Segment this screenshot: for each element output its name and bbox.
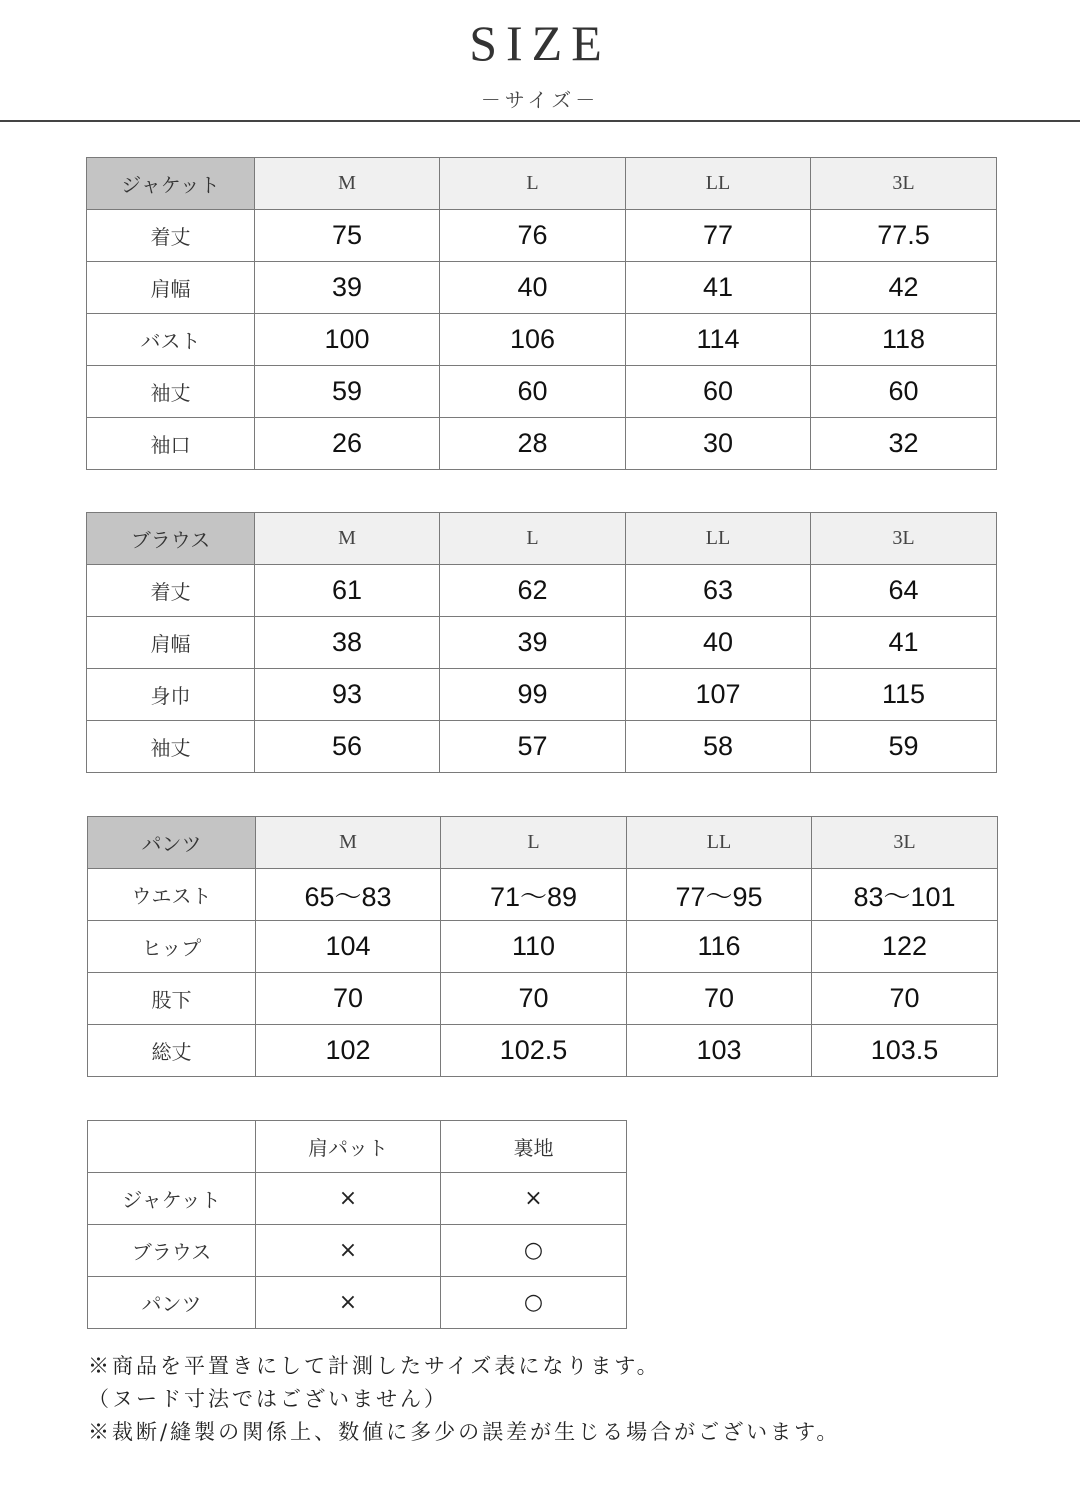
table-cell: 122	[812, 921, 998, 973]
table-header-row	[88, 1121, 627, 1173]
table-cell: 70	[812, 973, 998, 1025]
table-cell: 60	[811, 366, 997, 418]
table-row	[88, 1025, 998, 1077]
page-title: SIZE	[469, 15, 611, 71]
table-cell: 75	[255, 210, 440, 262]
row-label: ウエスト	[88, 869, 256, 921]
lining-header: 裏地	[441, 1121, 627, 1173]
table-row	[87, 210, 997, 262]
table-cell: 30	[626, 418, 811, 470]
row-label: ヒップ	[88, 921, 256, 973]
table-cell: 116	[627, 921, 812, 973]
size-header-l: L	[440, 158, 626, 210]
row-label: 総丈	[88, 1025, 256, 1077]
note-line: ※商品を平置きにして計測したサイズ表になります。	[88, 1354, 661, 1378]
table-cell: 61	[255, 565, 440, 617]
shoulder-pad-header: 肩パット	[256, 1121, 441, 1173]
table-row	[87, 565, 997, 617]
table-cell: 39	[440, 617, 626, 669]
size-header-ll: LL	[627, 817, 812, 869]
table-cell: 106	[440, 314, 626, 366]
table-cell: 114	[626, 314, 811, 366]
table-row	[87, 721, 997, 773]
row-label: 肩幅	[87, 617, 255, 669]
table-row	[87, 366, 997, 418]
table-row	[88, 1225, 627, 1277]
header-divider	[0, 120, 1080, 122]
table-cell: 59	[255, 366, 440, 418]
row-label: 袖丈	[87, 721, 255, 773]
row-label: 肩幅	[87, 262, 255, 314]
pants-category-label: パンツ	[88, 817, 256, 869]
table-header-row	[87, 513, 997, 565]
table-cell: 103.5	[812, 1025, 998, 1077]
size-header-l: L	[440, 513, 626, 565]
table-cell: 41	[626, 262, 811, 314]
table-row	[88, 973, 998, 1025]
row-label: 着丈	[87, 210, 255, 262]
table-cell: 104	[256, 921, 441, 973]
size-header-3l: 3L	[812, 817, 998, 869]
table-cell: 40	[440, 262, 626, 314]
note-line: ※裁断/縫製の関係上、数値に多少の誤差が生じる場合がございます。	[88, 1420, 841, 1444]
cross-mark: ×	[256, 1173, 441, 1225]
table-cell: 41	[811, 617, 997, 669]
row-label: 袖口	[87, 418, 255, 470]
size-header-l: L	[441, 817, 627, 869]
table-cell: 77.5	[811, 210, 997, 262]
table-cell: 60	[440, 366, 626, 418]
table-cell: 38	[255, 617, 440, 669]
table-cell: 26	[255, 418, 440, 470]
blouse-category-label: ブラウス	[87, 513, 255, 565]
jacket-category-label: ジャケット	[87, 158, 255, 210]
size-header-ll: LL	[626, 158, 811, 210]
circle-mark: ○	[441, 1225, 627, 1277]
table-cell: 70	[627, 973, 812, 1025]
table-cell: 60	[626, 366, 811, 418]
table-cell: 93	[255, 669, 440, 721]
page-subtitle: －サイズ－	[480, 88, 600, 112]
table-cell: 32	[811, 418, 997, 470]
row-label: バスト	[87, 314, 255, 366]
size-header-m: M	[256, 817, 441, 869]
table-cell: 103	[627, 1025, 812, 1077]
size-notes	[88, 1350, 1038, 1449]
table-cell: 107	[626, 669, 811, 721]
features-table	[87, 1120, 627, 1329]
table-row	[87, 314, 997, 366]
table-row	[88, 1277, 627, 1329]
size-header-m: M	[255, 158, 440, 210]
table-row	[87, 262, 997, 314]
table-cell: 62	[440, 565, 626, 617]
table-cell: 77～95	[627, 869, 812, 921]
table-cell: 42	[811, 262, 997, 314]
blouse-size-table	[86, 512, 997, 773]
size-header-ll: LL	[626, 513, 811, 565]
table-row	[87, 617, 997, 669]
table-cell: 70	[441, 973, 627, 1025]
size-header-m: M	[255, 513, 440, 565]
table-header-row	[87, 158, 997, 210]
table-cell: 100	[255, 314, 440, 366]
cross-mark: ×	[256, 1225, 441, 1277]
row-label: 着丈	[87, 565, 255, 617]
table-cell: 115	[811, 669, 997, 721]
size-header-3l: 3L	[811, 513, 997, 565]
jacket-size-table	[86, 157, 997, 470]
table-header-row	[88, 817, 998, 869]
row-label: 股下	[88, 973, 256, 1025]
row-label: ブラウス	[88, 1225, 256, 1277]
features-corner-cell	[88, 1121, 256, 1173]
table-cell: 71～89	[441, 869, 627, 921]
table-cell: 76	[440, 210, 626, 262]
row-label: パンツ	[88, 1277, 256, 1329]
row-label: 身巾	[87, 669, 255, 721]
circle-mark: ○	[441, 1277, 627, 1329]
table-cell: 58	[626, 721, 811, 773]
table-cell: 102	[256, 1025, 441, 1077]
table-cell: 99	[440, 669, 626, 721]
pants-size-table	[87, 816, 998, 1077]
table-cell: 39	[255, 262, 440, 314]
row-label: ジャケット	[88, 1173, 256, 1225]
table-cell: 77	[626, 210, 811, 262]
table-cell: 118	[811, 314, 997, 366]
size-header-3l: 3L	[811, 158, 997, 210]
table-row	[88, 869, 998, 921]
row-label: 袖丈	[87, 366, 255, 418]
table-cell: 65～83	[256, 869, 441, 921]
note-line: （ヌード寸法ではございません）	[88, 1387, 448, 1411]
table-cell: 28	[440, 418, 626, 470]
table-row	[88, 921, 998, 973]
cross-mark: ×	[256, 1277, 441, 1329]
table-cell: 57	[440, 721, 626, 773]
table-cell: 56	[255, 721, 440, 773]
table-row	[88, 1173, 627, 1225]
table-cell: 64	[811, 565, 997, 617]
cross-mark: ×	[441, 1173, 627, 1225]
table-row	[87, 418, 997, 470]
table-cell: 70	[256, 973, 441, 1025]
table-row	[87, 669, 997, 721]
table-cell: 110	[441, 921, 627, 973]
table-cell: 40	[626, 617, 811, 669]
table-cell: 102.5	[441, 1025, 627, 1077]
table-cell: 63	[626, 565, 811, 617]
table-cell: 83～101	[812, 869, 998, 921]
table-cell: 59	[811, 721, 997, 773]
